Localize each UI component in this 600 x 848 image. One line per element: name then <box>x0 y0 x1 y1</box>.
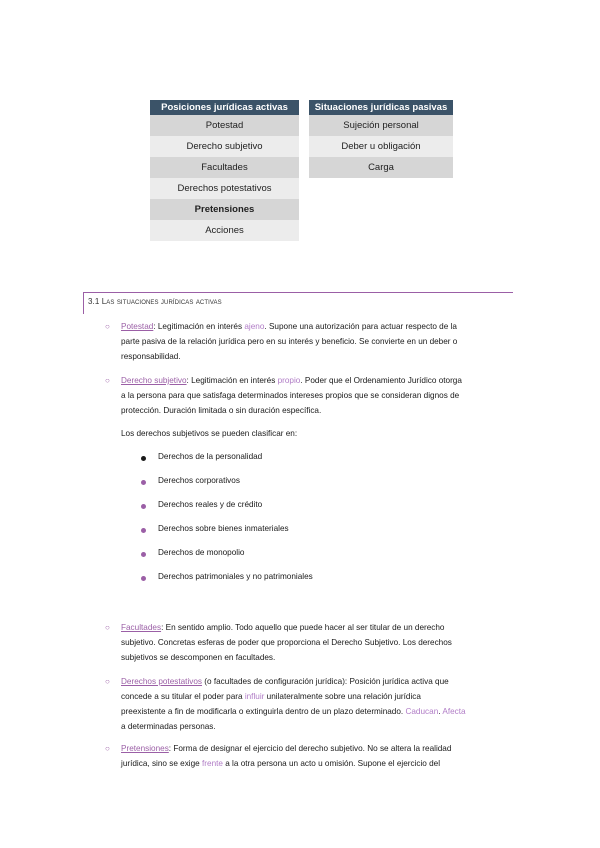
item-derecho-subjetivo: Derecho subjetivo: Legitimación en interés propio. Poder que el Ordenamiento Jurídico otorga a la persona para que satisfaga determinados intereses propios que se consideran dignos de protección. Duración limitada o sin duración específica. <box>121 376 462 415</box>
bullet-dot-icon <box>141 456 146 461</box>
bullet-dot-icon <box>141 576 146 581</box>
item-potestad: Potestad: Legitimación en interés ajeno. Supone una autorización para actuar respecto de la parte pasiva de la relación jurídica pero en su interés y beneficio. Se convierte en un deber o responsabilidad. <box>121 322 458 361</box>
circle-bullet-icon: ○ <box>105 376 110 385</box>
passive-situations-table <box>309 100 453 178</box>
passive-situations-header: Situaciones jurídicas pasivas <box>309 100 453 115</box>
term-potestad: Potestad <box>121 322 154 331</box>
table-cell: Derechos potestativos <box>150 178 299 199</box>
term-pretensiones: Pretensiones <box>121 744 169 753</box>
section-heading <box>83 292 513 314</box>
table-cell: Potestad <box>150 115 299 136</box>
active-positions-table <box>150 100 299 241</box>
term-derecho-subjetivo: Derecho subjetivo <box>121 376 187 385</box>
table-cell: Acciones <box>150 220 299 241</box>
table-cell: Carga <box>309 157 453 178</box>
table-cell: Facultades <box>150 157 299 178</box>
bullet-dot-icon <box>141 504 146 509</box>
bullet-dot-icon <box>141 528 146 533</box>
classification-intro: Los derechos subjetivos se pueden clasificar en: <box>121 429 298 438</box>
section-title: 3.1 Las situaciones jurídicas activas <box>88 297 222 306</box>
item-pretensiones: Pretensiones: Forma de designar el ejercicio del derecho subjetivo. No se altera la realidad jurídica, sino se exige frente a la otra persona un acto u omisión. Supone el ejercicio del <box>121 744 452 768</box>
circle-bullet-icon: ○ <box>105 322 110 331</box>
table-cell: Deber u obligación <box>309 136 453 157</box>
bullet-dot-icon <box>141 480 146 485</box>
term-derechos-potestativos: Derechos potestativos <box>121 677 203 686</box>
bullet-dot-icon <box>141 552 146 557</box>
item-facultades: Facultades: En sentido amplio. Todo aquello que puede hacer al ser titular de un derecho subjetivo. Concretas esferas de poder que proporciona el Derecho Subjetivo. Los derechos subjetivos se descomponen en facultades. <box>121 623 452 662</box>
circle-bullet-icon: ○ <box>105 744 110 753</box>
term-facultades: Facultades <box>121 623 162 632</box>
item-derechos-potestativos: Derechos potestativos (o facultades de configuración jurídica): Posición jurídica activa que concede a su titular el poder para influir unilateralmente sobre una relación jurídica preexistente a fin de modificarla o extinguirla dentro de un plazo determinado. Caducan. Afecta a determinadas personas. <box>121 677 466 731</box>
table-cell: Derecho subjetivo <box>150 136 299 157</box>
table-cell: Pretensiones <box>150 199 299 220</box>
circle-bullet-icon: ○ <box>105 677 110 686</box>
table-cell: Sujeción personal <box>309 115 453 136</box>
circle-bullet-icon: ○ <box>105 623 110 632</box>
active-positions-header: Posiciones jurídicas activas <box>150 100 299 115</box>
